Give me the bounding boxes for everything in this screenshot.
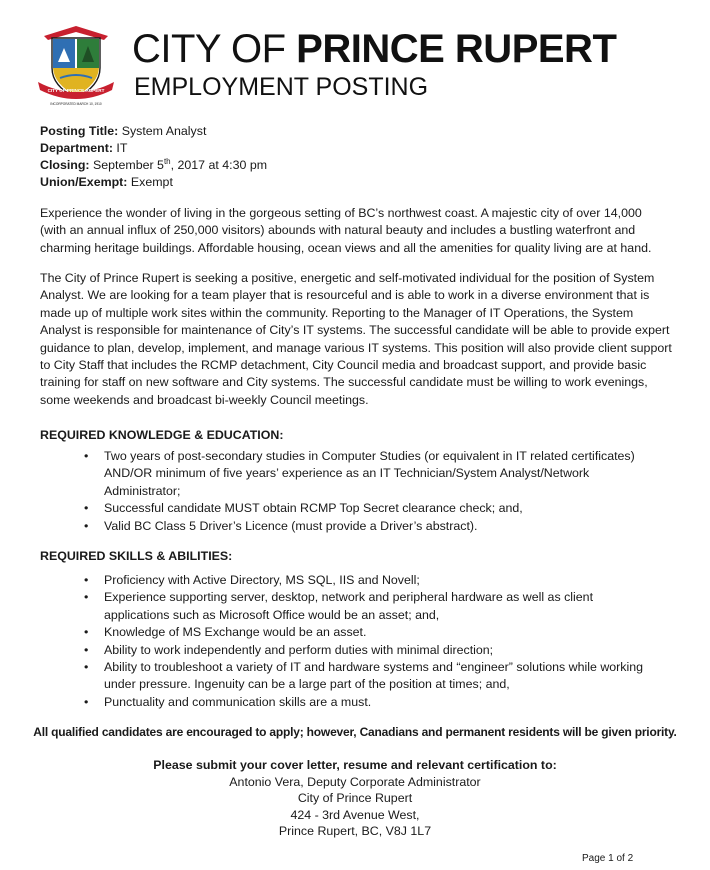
posting-meta	[40, 123, 267, 191]
bullet: •	[84, 590, 89, 605]
description-line: to City Staff that includes the RCMP detachment, City Council media and broadcast support, and provide basic	[40, 358, 647, 373]
posting-title-value: System Analyst	[118, 124, 207, 138]
description-paragraph	[40, 270, 680, 409]
list-item-line: Administrator;	[104, 483, 181, 498]
svg-text:INCORPORATED MARCH 10, 1910: INCORPORATED MARCH 10, 1910	[50, 102, 102, 106]
list-item	[84, 500, 674, 517]
svg-text:CITY OF PRINCE RUPERT: CITY OF PRINCE RUPERT	[47, 88, 105, 93]
skills-heading: REQUIRED SKILLS & ABILITIES:	[40, 549, 233, 563]
intro-line: (with an annual influx of 250,000 visitors) abounds with natural beauty and includes a bustling waterfront and	[40, 223, 636, 238]
description-line: Analyst. We are looking for a team player that is resourceful and is able to work in a diverse environment that is	[40, 288, 650, 303]
description-line: Analyst is responsible for maintenance of City’s IT systems. The successful candidate will be able to provide expert	[40, 323, 670, 338]
posting-title-row	[40, 123, 267, 140]
description-line: made up of multiple work sites within the community. Reporting to the Manager of IT Operations, the System	[40, 305, 634, 320]
bullet: •	[84, 573, 89, 587]
submission-heading: Please submit your cover letter, resume and relevant certification to:	[153, 758, 557, 772]
bullet: •	[84, 660, 89, 675]
intro-paragraph	[40, 205, 680, 257]
department-row	[40, 140, 267, 157]
contact-organization: City of Prince Rupert	[297, 791, 413, 805]
intro-line: Experience the wonder of living in the gorgeous setting of BC’s northwest coast. A majestic city of over 14,000	[40, 206, 642, 220]
list-item-line: Proficiency with Active Directory, MS SQL, IIS and Novell;	[104, 573, 420, 587]
closing-time: , 2017 at 4:30 pm	[170, 158, 268, 172]
contact-name: Antonio Vera, Deputy Corporate Administrator	[229, 774, 481, 789]
list-item-line: Valid BC Class 5 Driver’s Licence (must provide a Driver’s abstract).	[104, 518, 478, 533]
list-item	[84, 624, 674, 641]
knowledge-heading: REQUIRED KNOWLEDGE & EDUCATION:	[40, 428, 284, 442]
posting-title-label: Posting Title:	[40, 124, 119, 138]
department-label: Department:	[40, 141, 113, 155]
closing-row	[40, 157, 267, 174]
list-item	[84, 572, 674, 589]
bullet: •	[84, 501, 89, 516]
list-item-line: under pressure. Ingenuity can be a large part of the position at times; and,	[104, 677, 510, 692]
contact-city: Prince Rupert, BC, V8J 1L7	[278, 824, 432, 838]
priority-note: All qualified candidates are encouraged to apply; however, Canadians and permanent residents will be given priority.	[33, 725, 677, 739]
list-item	[84, 694, 674, 711]
closing-date: September 5	[89, 158, 164, 172]
description-line: The City of Prince Rupert is seeking a positive, energetic and self-motivated individual for the position of System	[40, 271, 655, 285]
list-item-line: Ability to work independently and perform duties with minimal direction;	[104, 642, 494, 657]
city-crest-logo	[38, 24, 114, 108]
page-title	[132, 26, 616, 72]
bullet: •	[84, 449, 89, 463]
title-prefix: CITY OF	[132, 27, 297, 71]
page-subtitle: EMPLOYMENT POSTING	[134, 73, 429, 101]
page-number: Page 1 of 2	[582, 853, 634, 864]
title-city-name: PRINCE RUPERT	[296, 27, 617, 71]
list-item-line: Punctuality and communication skills are a must.	[104, 694, 372, 709]
bullet: •	[84, 625, 89, 640]
list-item	[84, 659, 674, 694]
knowledge-list	[84, 448, 674, 535]
closing-label: Closing:	[40, 158, 90, 172]
list-item-line: AND/OR minimum of five years’ experience as an IT Technician/System Analyst/Network	[104, 466, 590, 481]
union-row	[40, 174, 267, 191]
description-line: guidance to plan, develop, implement, and manage various IT systems. This position will also provide client support	[40, 340, 672, 355]
bullet: •	[84, 694, 89, 709]
skills-list	[84, 572, 674, 711]
intro-line: charming heritage buildings. Affordable housing, ocean views and all the amenities for quality living are at hand.	[40, 240, 652, 255]
department-value: IT	[112, 141, 128, 155]
union-label: Union/Exempt:	[40, 175, 128, 189]
description-line: some weekends and broadcast bi-weekly Council meetings.	[40, 392, 369, 407]
list-item	[84, 589, 674, 624]
list-item-line: Knowledge of MS Exchange would be an asset.	[104, 625, 367, 640]
contact-street: 424 - 3rd Avenue West,	[290, 807, 420, 822]
union-value: Exempt	[127, 175, 173, 189]
list-item-line: Experience supporting server, desktop, network and peripheral hardware as well as client	[104, 590, 594, 605]
list-item-line: Ability to troubleshoot a variety of IT and hardware systems and “engineer” solutions while working	[104, 660, 644, 675]
closing-date-suffix: th	[163, 156, 171, 166]
list-item-line: applications such as Microsoft Office would be an asset; and,	[104, 607, 440, 622]
list-item-line: Two years of post-secondary studies in Computer Studies (or equivalent in IT related certificates)	[104, 449, 635, 463]
submission-info	[0, 757, 710, 840]
list-item-line: Successful candidate MUST obtain RCMP Top Secret clearance check; and,	[104, 501, 523, 516]
list-item	[84, 518, 674, 535]
list-item	[84, 448, 674, 500]
list-item	[84, 642, 674, 659]
bullet: •	[84, 518, 89, 533]
description-line: training for staff on new software and City systems. The successful candidate must be willing to work evenings,	[40, 375, 648, 390]
bullet: •	[84, 642, 89, 657]
